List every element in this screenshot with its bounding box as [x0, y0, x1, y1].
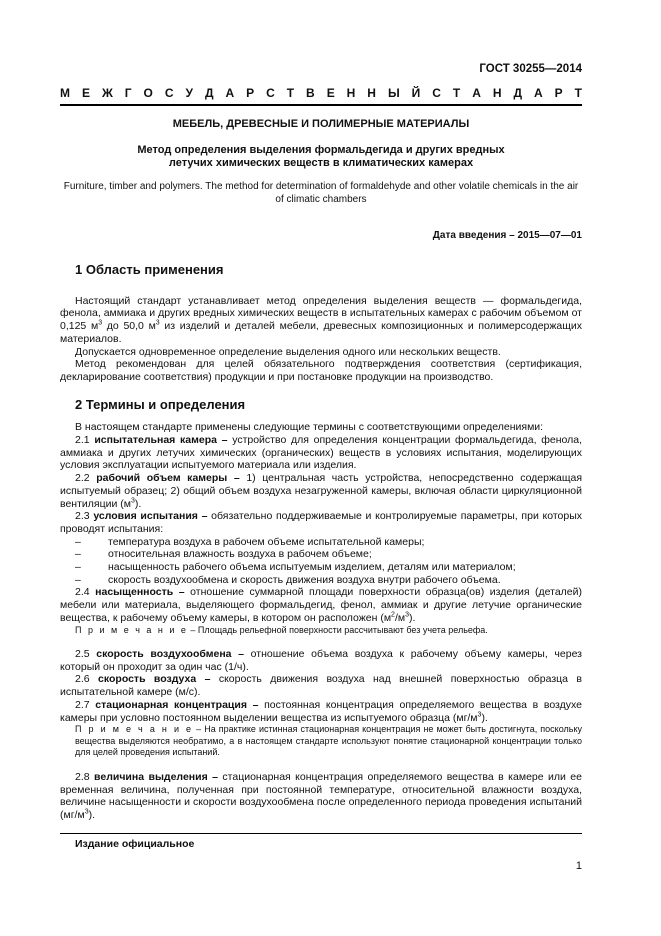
term-2-1: 2.1 испытательная камера – устройство для определения концентрации формальдегида, фенола, аммиака и других летучих химических (органических) веществ в условиях испытания, моделирующих условия эксплуатации испытуемого материала или изделия.	[60, 434, 582, 472]
list-item: – относительная влажность воздуха в рабочем объеме;	[75, 548, 372, 561]
document-body	[60, 262, 583, 822]
subtitle-line-1: Метод определения выделения формальдегида и других вредных	[137, 144, 505, 156]
term-2-2: 2.2 рабочий объем камеры – 1) центральная часть устройства, непосредственно содержащая испытуемый образец; 2) общий объем воздуха незагруженной камеры, включая области циркуляционной вентиляции $(м^3)$.	[60, 472, 583, 510]
term-2-3: 2.3 условия испытания – обязательно поддерживаемые и контролируемые параметры, при которых проводят испытания:	[60, 510, 582, 535]
date-introduction: Дата введения – 2015—07—01	[432, 230, 582, 241]
note-2: П р и м е ч а н и е – На практике истинная стационарная концентрация не может быть достигнута, поскольку вещества выделяются необратимо, а в настоящем стандарте используют понятие стационарной концентрации только для целей проведения испытаний.	[75, 724, 582, 758]
list-item: – скорость воздухообмена и скорость движения воздуха внутри рабочего объема.	[75, 573, 501, 586]
term-2-4: 2.4 насыщенность – отношение суммарной площади поверхности образца(ов) изделия (деталей) мебели или материала, выделяющего формальдегид, фенол, аммиак и другие летучие органические вещества, к рабочему объему камеры, в котором он расположен $(м^2/м^3)$.	[60, 586, 583, 624]
conditions-list	[75, 536, 582, 587]
term-2-6: 2.6 скорость воздуха – скорость движения воздуха над внешней поверхностью образца в испытательной камере (м/с).	[60, 673, 583, 699]
term-2-8: 2.8 величина выделения – стационарная концентрация определяемого вещества в камере или ее временная величина, полученная при постоянной температуре, относительной влажности воздуха, величине насыщенности и скорости воздухообмена после определенного периода проведения испытаний $(мг/м^3)$.	[60, 770, 582, 821]
subtitle-line-2: летучих химических веществ в климатических камерах	[168, 157, 474, 169]
header-divider	[60, 104, 582, 106]
english-title: Furniture, timber and polymers. The method for determination of formaldehyde and other volatile chemicals in the air of climatic chambers	[63, 181, 579, 205]
footer-divider	[60, 833, 582, 834]
page-title: МЕБЕЛЬ, ДРЕВЕСНЫЕ И ПОЛИМЕРНЫЕ МАТЕРИАЛЫ	[172, 118, 470, 130]
page-number: 1	[575, 860, 582, 872]
section-2-intro: В настоящем стандарте применены следующие термины с соответствующими определениями:	[75, 421, 544, 434]
page-subtitle	[60, 144, 582, 170]
list-item: – насыщенность рабочего объема испытуемым изделием, деталям или материалом;	[75, 561, 516, 574]
term-2-5: 2.5 скорость воздухообмена – отношение объема воздуха к рабочему объему камеры, через который он проходит за один час (1/ч).	[60, 648, 582, 673]
section-1-paragraph-1: Настоящий стандарт устанавливает метод определения выделения веществ — формальдегида, фенола, аммиака и других вредных химических веществ в испытательных камерах с рабочим объемом от 0,125 $м^3$ до 50,0 $м^3$ из изделий и деталей мебели, древесных композиционных и полимерсодержащих материалов.	[60, 294, 582, 345]
official-edition-label: Издание официальное	[75, 838, 195, 850]
section-1-paragraph-2: Допускается одновременное определение выделения одного или нескольких веществ.	[75, 345, 501, 358]
section-1-heading: 1 Область применения	[75, 262, 224, 277]
term-2-7: 2.7 стационарная концентрация – постоянная концентрация определяемого вещества в воздухе камеры при условно постоянном выделении вещества из испытуемого образца $(мг/м^3)$.	[60, 698, 582, 724]
list-item: – температура воздуха в рабочем объеме испытательной камеры;	[75, 535, 425, 548]
note-1: П р и м е ч а н и е – Площадь рельефной поверхности рассчитывают без учета рельефа.	[75, 624, 488, 635]
standard-label: М Е Ж Г О С У Д А Р С Т В Е Н Н Ы Й С Т А Н Д А Р Т	[60, 86, 582, 100]
doc-number: ГОСТ 30255—2014	[479, 63, 582, 75]
section-1-paragraph-3: Метод рекомендован для целей обязательного подтверждения соответствия (сертификация, декларирование соответствия) продукции и при постановке продукции на производство.	[60, 358, 582, 383]
section-2-heading: 2 Термины и определения	[75, 396, 246, 412]
